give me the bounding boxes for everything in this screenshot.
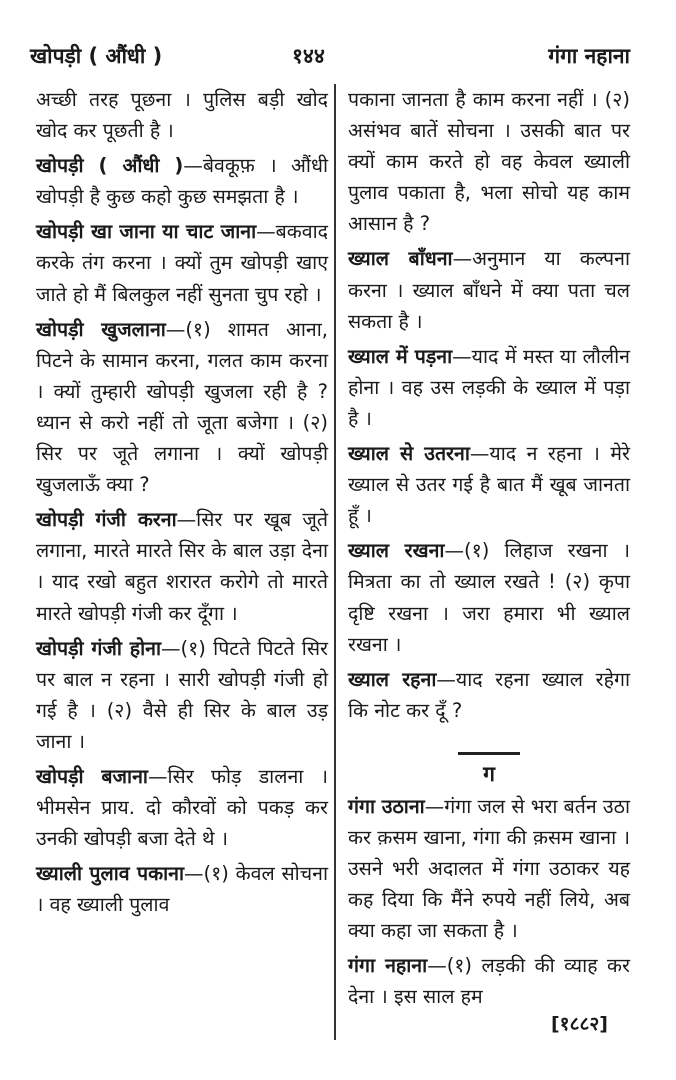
entry-text: —(१) शामत आना, पिटने के सामान करना, गलत काम करना । क्यों तुम्हारी खोपड़ी खुजला रही है ? ध्यान से करो नहीं तो जूता बजेगा । (२) सिर पर जूते लगाना । क्यों खोपड़ी खुजलाऊँ क्या ? [36, 317, 328, 497]
entry-text: —(१) पिटते पिटते सिर पर बाल न रहना । सारी खोपड़ी गंजी हो गई है । (२) वैसे ही सिर के बाल उड़ जाना । [36, 636, 328, 753]
section-rule [458, 752, 520, 755]
entry-headword: खोपड़ी गंजी होना [36, 636, 162, 660]
entry-text: —याद रहना ख्याल रहेगा कि नोट कर दूँ ? [348, 667, 630, 722]
dictionary-entry [36, 633, 328, 757]
page-number: १४४ [292, 44, 325, 68]
header-left-guideword: खोपड़ी ( औंधी ) [30, 44, 163, 68]
entry-text: —गंगा जल से भरा बर्तन उठा कर क़सम खाना, गंगा की क़सम खाना । उसने भरी अदालत में गंगा उठाकर यह कह दिया कि मैंने रुपये नहीं लिये, अब क्या कहा जा सकता है । [348, 794, 630, 943]
dictionary-entry [36, 504, 328, 628]
dictionary-entry [348, 950, 630, 1012]
dictionary-entry [36, 150, 328, 212]
dictionary-entry [348, 438, 630, 531]
right-column [348, 84, 630, 1017]
dictionary-entry [36, 84, 328, 146]
entry-text: —(१) केवल सोचना । वह ख्याली पुलाव [36, 862, 328, 917]
entry-text: —सिर फोड़ डालना । भीमसेन प्राय. दो कौरवों को पकड़ कर उनकी खोपड़ी बजा देते थे । [36, 764, 328, 851]
dictionary-entry [36, 761, 328, 854]
entry-text: —सिर पर खूब जूते लगाना, मारते मारते सिर के बाल उड़ा देना । याद रखो बहुत शरारत करोगे तो मारते मारते खोपड़ी गंजी कर दूँगा । [36, 508, 328, 625]
entry-text: अच्छी तरह पूछना । पुलिस बड़ी खोद खोद कर पूछती है । [36, 88, 328, 143]
entry-headword: खोपड़ी गंजी करना [36, 508, 177, 532]
entry-headword: खोपड़ी बजाना [36, 764, 148, 788]
entry-text: पकाना जानता है काम करना नहीं । (२) असंभव बातें सोचना । उसकी बात पर क्यों काम करते हो वह केवल ख्याली पुलाव पकाता है, भला सोचो यह काम आसान है ? [348, 88, 630, 236]
entry-text: —बकवाद करके तंग करना । क्यों तुम खोपड़ी खाए जाते हो मैं बिलकुल नहीं सुनता चुप रहो । [36, 220, 328, 306]
entry-text: —याद न रहना । मेरे ख्याल से उतर गई है बात मैं खूब जानता हूँ । [348, 442, 631, 528]
section-letter: ग [483, 761, 495, 786]
entry-text: —अनुमान या कल्पना करना । ख्याल बाँधने में क्या पता चल सकता है । [348, 247, 630, 333]
left-column [36, 84, 328, 924]
entry-headword: ख्याल बाँधना [348, 247, 453, 271]
entry-headword: ख्याल रखना [348, 539, 445, 563]
folio-mark: [१८८२] [551, 1013, 608, 1035]
entry-headword: ख्याल रहना [348, 667, 437, 691]
entry-text: —बेवकूफ़ । औंधी खोपड़ी है कुछ कहो कुछ समझता है । [36, 154, 328, 209]
header-right-guideword: गंगा नहाना [548, 44, 630, 68]
entry-text: —(१) लिहाज रखना । मित्रता का तो ख्याल रखते ! (२) कृपा दृष्टि रखना । जरा हमारा भी ख्याल रखना । [348, 539, 630, 656]
entry-headword: खोपड़ी खुजलाना [36, 317, 166, 341]
entry-headword: ख्याल से उतरना [348, 442, 470, 466]
dictionary-entry [348, 791, 630, 946]
dictionary-entry [348, 535, 630, 659]
dictionary-entry [348, 664, 630, 726]
entry-headword: गंगा नहाना [348, 954, 428, 978]
column-divider [334, 84, 336, 1040]
entry-headword: गंगा उठाना [348, 794, 425, 818]
dictionary-entry [36, 314, 328, 501]
running-header [30, 42, 630, 78]
dictionary-entry [36, 858, 328, 920]
dictionary-entry [348, 243, 630, 336]
entry-text: —याद में मस्त या लौलीन होना । वह उस लड़की के ख्याल में पड़ा है । [348, 344, 630, 430]
dictionary-entry [36, 216, 328, 309]
entry-text: —(१) लड़की की व्याह कर देना । इस साल हम [348, 954, 630, 1009]
entry-headword: ख्याली पुलाव पकाना [36, 862, 184, 886]
dictionary-entry [348, 341, 630, 434]
entry-headword: खोपड़ी खा जाना या चाट जाना [36, 220, 257, 244]
dictionary-entry [348, 84, 630, 239]
entry-headword: खोपड़ी ( औंधी ) [36, 154, 184, 178]
entry-headword: ख्याल में पड़ना [348, 344, 453, 368]
